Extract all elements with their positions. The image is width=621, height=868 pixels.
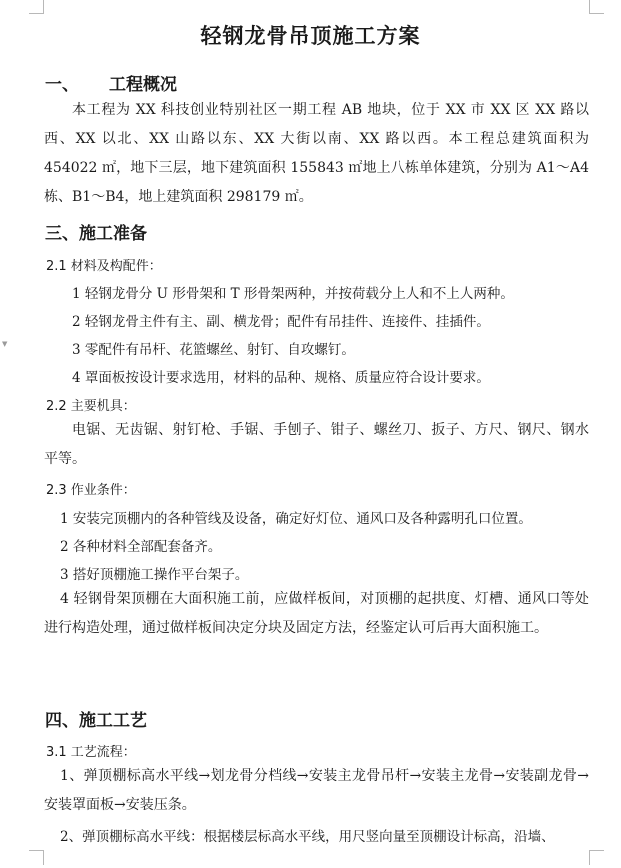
list-item: 4 罩面板按设计要求选用，材料的品种、规格、质量应符合设计要求。 <box>72 370 490 386</box>
document-title: 轻钢龙骨吊顶施工方案 <box>200 23 421 48</box>
list-item: 2 各种材料全部配套备齐。 <box>60 539 222 555</box>
crop-mark-bottom-left <box>29 850 44 865</box>
workflow-paragraph: 1、弹顶棚标高水平线→划龙骨分档线→安装主龙骨吊杆→安装主龙骨→安装副龙骨→安装罩面板→安装压条。 <box>44 768 589 813</box>
section-heading-preparation: 三、施工准备 <box>45 224 147 244</box>
list-item: 1 轻钢龙骨分 U 形骨架和 T 形骨架两种，并按荷载分上人和不上人两种。 <box>72 286 514 302</box>
margin-arrow-icon: ▼ <box>2 340 8 348</box>
subheading-tools: 2.2 主要机具： <box>46 399 136 414</box>
section-number: 一、 <box>45 75 79 95</box>
crop-mark-top-left <box>29 0 44 14</box>
section-label: 工程概况 <box>109 75 177 95</box>
crop-mark-bottom-right <box>589 850 604 865</box>
list-item: 1 安装完顶棚内的各种管线及设备，确定好灯位、通风口及各种露明孔口位置。 <box>60 511 532 527</box>
overview-paragraph: 本工程为 XX 科技创业特别社区一期工程 AB 地块，位于 XX 市 XX 区 XX 路以西、XX 以北、XX 山路以东、XX 大街以南、XX 路以西。本工程总建筑面积为 454022 ㎡，地下三层，地下建筑面积 155843 ㎡地上八栋单体建筑，分别为 A1～A4 栋、B1～B4，地上建筑面积 298179 ㎡。 <box>44 102 589 205</box>
workflow-step-2: 2、弹顶棚标高水平线：根据楼层标高水平线，用尺竖向量至顶棚设计标高，沿墙、 <box>60 829 555 845</box>
subheading-workflow: 3.1 工艺流程： <box>46 745 136 760</box>
list-item: 3 零配件有吊杆、花篮螺丝、射钉、自攻螺钉。 <box>72 342 355 358</box>
subheading-materials: 2.1 材料及构配件： <box>46 259 162 274</box>
tools-paragraph: 电锯、无齿锯、射钉枪、手锯、手刨子、钳子、螺丝刀、扳子、方尺、钢尺、钢水平等。 <box>44 422 589 467</box>
section-heading-process: 四、施工工艺 <box>45 711 147 731</box>
subheading-conditions: 2.3 作业条件： <box>46 483 136 498</box>
conditions-paragraph: 4 轻钢骨架顶棚在大面积施工前，应做样板间，对顶棚的起拱度、灯槽、通风口等处进行构造处理，通过做样板间决定分块及固定方法，经鉴定认可后再大面积施工。 <box>44 591 589 636</box>
section-heading-overview <box>45 70 177 95</box>
list-item: 2 轻钢龙骨主件有主、副、横龙骨；配件有吊挂件、连接件、挂插件。 <box>72 314 490 330</box>
crop-mark-top-right <box>589 0 604 14</box>
list-item: 3 搭好顶棚施工操作平台架子。 <box>60 567 249 583</box>
